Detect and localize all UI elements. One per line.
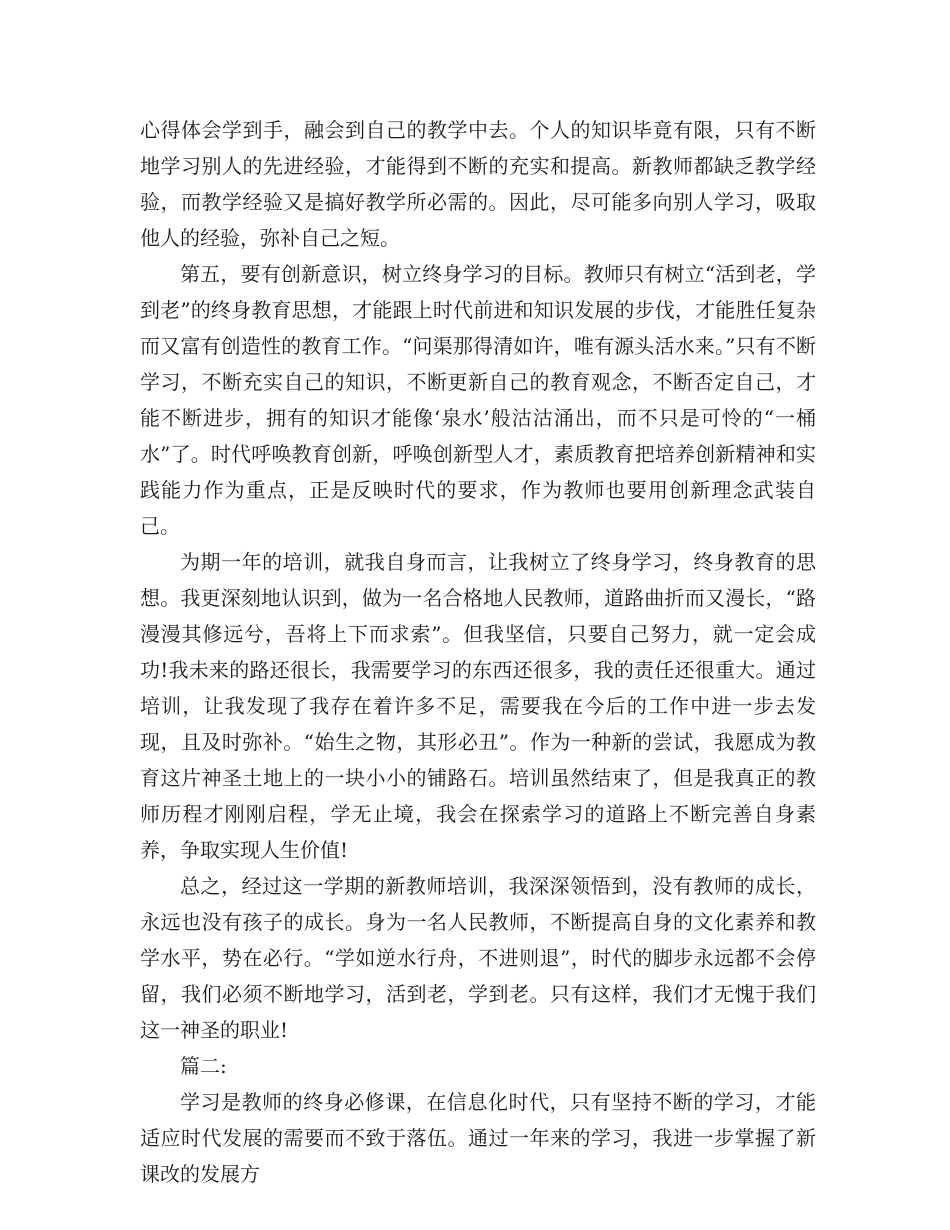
paragraph-continuation: 心得体会学到手，融会到自己的教学中去。个人的知识毕竟有限，只有不断地学习别人的先进经验，才能得到不断的充实和提高。新教师都缺乏教学经验，而教学经验又是搞好教学所必需的。因此，尽可能多向别人学习，吸取他人的经验，弥补自己之短。 (140, 118, 816, 250)
paragraph-conclusion: 总之，经过这一学期的新教师培训，我深深领悟到，没有教师的成长，永远也没有孩子的成长。身为一名人民教师，不断提高自身的文化素养和教学水平，势在必行。“学如逆水行舟，不进则退”，时代的脚步永远都不会停留，我们必须不断地学习，活到老，学到老。只有这样，我们才无愧于我们这一神圣的职业! (140, 874, 816, 1042)
section-heading-part-two: 篇二: (180, 1054, 227, 1078)
paragraph-fifth-point: 第五，要有创新意识，树立终身学习的目标。教师只有树立“活到老，学到老”的终身教育思想，才能跟上时代前进和知识发展的步伐，才能胜任复杂而又富有创造性的教育工作。“问渠那得清如许，唯有源头活水来。”只有不断学习，不断充实自己的知识，不断更新自己的教育观念，不断否定自己，才能不断进步，拥有的知识才能像‘泉水’般沽沽涌出，而不只是可怜的“一桶水”了。时代呼唤教育创新，呼唤创新型人才，素质教育把培养创新精神和实践能力作为重点，正是反映时代的要求，作为教师也要用创新理念武装自己。 (140, 262, 816, 538)
paragraph-part-two-intro: 学习是教师的终身必修课，在信息化时代，只有坚持不断的学习，才能适应时代发展的需要而不致于落伍。通过一年来的学习，我进一步掌握了新课改的发展方 (140, 1090, 816, 1186)
paragraph-training-reflection: 为期一年的培训，就我自身而言，让我树立了终身学习，终身教育的思想。我更深刻地认识到，做为一名合格地人民教师，道路曲折而又漫长，“路漫漫其修远兮，吾将上下而求索”。但我坚信，只要自己努力，就一定会成功!我未来的路还很长，我需要学习的东西还很多，我的责任还很重大。通过培训，让我发现了我存在着许多不足，需要我在今后的工作中进一步去发现，且及时弥补。“始生之物，其形必丑”。作为一种新的尝试，我愿成为教育这片神圣土地上的一块小小的铺路石。培训虽然结束了，但是我真正的教师历程才刚刚启程，学无止境，我会在探索学习的道路上不断完善自身素养，争取实现人生价值! (140, 550, 816, 862)
document-body (140, 112, 816, 1192)
